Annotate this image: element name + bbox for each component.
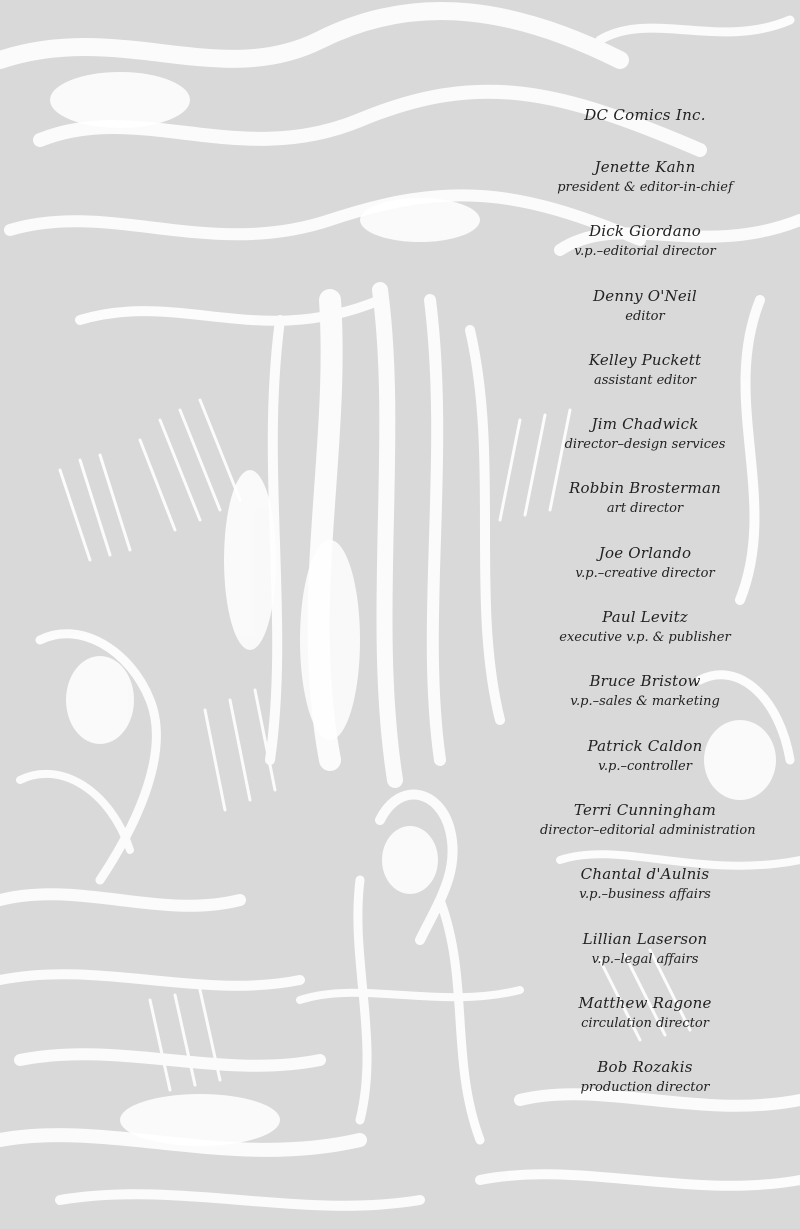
staff-name: Paul Levitz [602,608,688,627]
staff-name: Bob Rozakis [597,1058,693,1077]
staff-title: editor [625,308,665,324]
credit-entry [540,929,750,971]
staff-name: Jim Chadwick [591,415,699,434]
staff-name: Kelley Puckett [588,350,702,369]
staff-title: director–design services [564,437,726,453]
staff-title: president & editor-in-chief [557,180,733,195]
staff-name: Matthew Ragone [578,993,712,1012]
staff-name: Robbin Brosterman [569,479,721,498]
credit-entry [540,736,750,778]
staff-name: Chantal d'Aulnis [580,865,710,884]
credit-entry [540,350,750,392]
staff-title: v.p.–editorial director [574,244,716,260]
company-name: DC Comics Inc. [584,106,706,124]
staff-title: production director [580,1080,710,1096]
credit-entry [540,864,750,906]
staff-title: v.p.–controller [598,758,692,774]
credit-entry [540,286,750,328]
staff-name: Jenette Kahn [594,158,696,176]
staff-title: assistant editor [593,372,697,388]
staff-name: Lillian Laserson [582,929,708,948]
staff-title: circulation director [581,1015,709,1031]
credit-entry [540,1057,750,1099]
staff-title: v.p.–business affairs [579,887,711,903]
credit-entry [540,671,750,713]
staff-name: Joe Orlando [598,543,692,562]
masthead-credits [540,104,756,1121]
credit-entry [540,543,750,585]
credit-entry [540,478,750,520]
credit-entry [540,607,750,649]
credit-entry [540,221,750,263]
staff-name: Denny O'Neil [593,286,697,305]
staff-name: Terri Cunningham [573,800,717,819]
staff-name: Bruce Bristow [589,672,701,691]
staff-title: director–editorial administration [540,822,756,838]
staff-title: executive v.p. & publisher [559,630,731,646]
credit-entry [540,414,750,456]
staff-name: Dick Giordano [589,222,701,241]
staff-name: Patrick Caldon [587,736,703,755]
staff-title: v.p.–legal affairs [591,951,699,967]
credit-entry [540,800,756,842]
credit-entry [540,157,750,199]
staff-title: v.p.–sales & marketing [570,694,720,710]
credit-entry [540,993,750,1035]
staff-title: v.p.–creative director [575,565,715,581]
staff-title: art director [606,501,684,517]
